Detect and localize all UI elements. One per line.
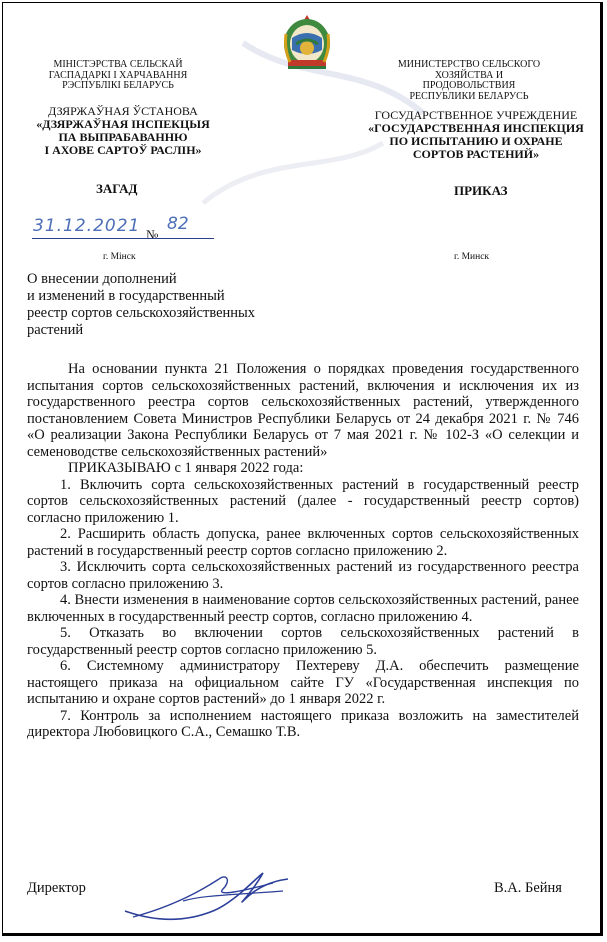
signatory-position: Директор [27,880,86,896]
document-page [2,2,603,936]
order-item: 7. Контроль за исполнением настоящего приказа возложить на заместителей директора Любовицкого С.А., Семашко Т.В. [27,707,579,740]
ministry-name-russian: МИНИСТЕРСТВО СЕЛЬСКОГО ХОЗЯЙСТВА И ПРОДОВОЛЬСТВИЯ РЕСПУБЛИКИ БЕЛАРУСЬ [397,59,541,102]
order-item: 2. Расширить область допуска, ранее включенных сортов сельскохозяйственных растений в государственный реестр сортов согласно приложению 2. [27,526,579,559]
institution-name-russian: ГОСУДАРСТВЕННОЕ УЧРЕЖДЕНИЕ «ГОСУДАРСТВЕННАЯ ИНСПЕКЦИЯ ПО ИСПЫТАНИЮ И ОХРАНЕ СОРТОВ РАСТЕНИЙ» [368,108,584,161]
handwritten-number: 82 [167,214,189,234]
order-item: 4. Внести изменения в наименование сортов сельскохозяйственных растений, ранее включенных в государственный реестр сортов, согласно приложению 4. [27,592,579,625]
document-title-belarusian: ЗАГАД [96,181,138,196]
order-item: 5. Отказать во включении сортов сельскохозяйственных растений в государственный реестр сортов согласно приложению 5. [27,625,579,658]
order-item: 6. Системному администратору Пехтереву Д.А. обеспечить размещение настоящего приказа на официальном сайте ГУ «Государственная инспекция по испытанию и охране сортов растений» до 1 января 2022 г. [27,658,579,707]
handwritten-signature [123,851,293,931]
document-subject: О внесении дополнений и изменений в государственный реестр сортов сельскохозяйственных растений [27,271,256,338]
institution-name-belarusian: ДЗЯРЖАЎНАЯ ЎСТАНОВА «ДЗЯРЖАЎНАЯ ІНСПЕКЦЫЯ ПА ВЫПРАБАВАННЮ І АХОВЕ САРТОЎ РАСЛІН» [36,104,210,157]
signatory-name: В.А. Бейня [494,880,562,896]
order-item: 3. Исключить сорта сельскохозяйственных растений из государственного реестра сортов согласно приложению 3. [27,559,579,592]
number-sign: № [146,227,159,242]
handwritten-date: 31.12.2021 [33,216,141,236]
state-emblem-icon [282,14,332,72]
date-underline [32,238,214,239]
document-body [27,361,579,741]
order-line: ПРИКАЗЫВАЮ с 1 января 2022 года: [68,460,304,476]
order-item: 1. Включить сорта сельскохозяйственных растений в государственный реестр сортов сельскохозяйственных растений (далее - государственный реестр сортов) согласно приложению 1. [27,476,579,526]
city-belarusian: г. Мінск [103,252,136,262]
city-russian: г. Минск [454,252,490,262]
ministry-name-belarusian: МІНІСТЭРСТВА СЕЛЬСКАЙ ГАСПАДАРКІ І ХАРЧАВАННЯ РЭСПУБЛІКІ БЕЛАРУСЬ [48,59,188,91]
document-title-russian: ПРИКАЗ [454,183,508,198]
preamble-paragraph: На основании пункта 21 Положения о порядках проведения государственного испытания сортов сельскохозяйственных растений, включения и исключения их из государственного реестра сортов сельскохозяйственных растений, утвержденного постановлением Совета Министров Республики Беларусь от 24 декабря 2021 г. № 746 «О реализации Закона Республики Беларусь от 7 мая 2021 г. № 102-З «О селекции и семеноводстве сельскохозяйственных растений» [27,361,579,460]
